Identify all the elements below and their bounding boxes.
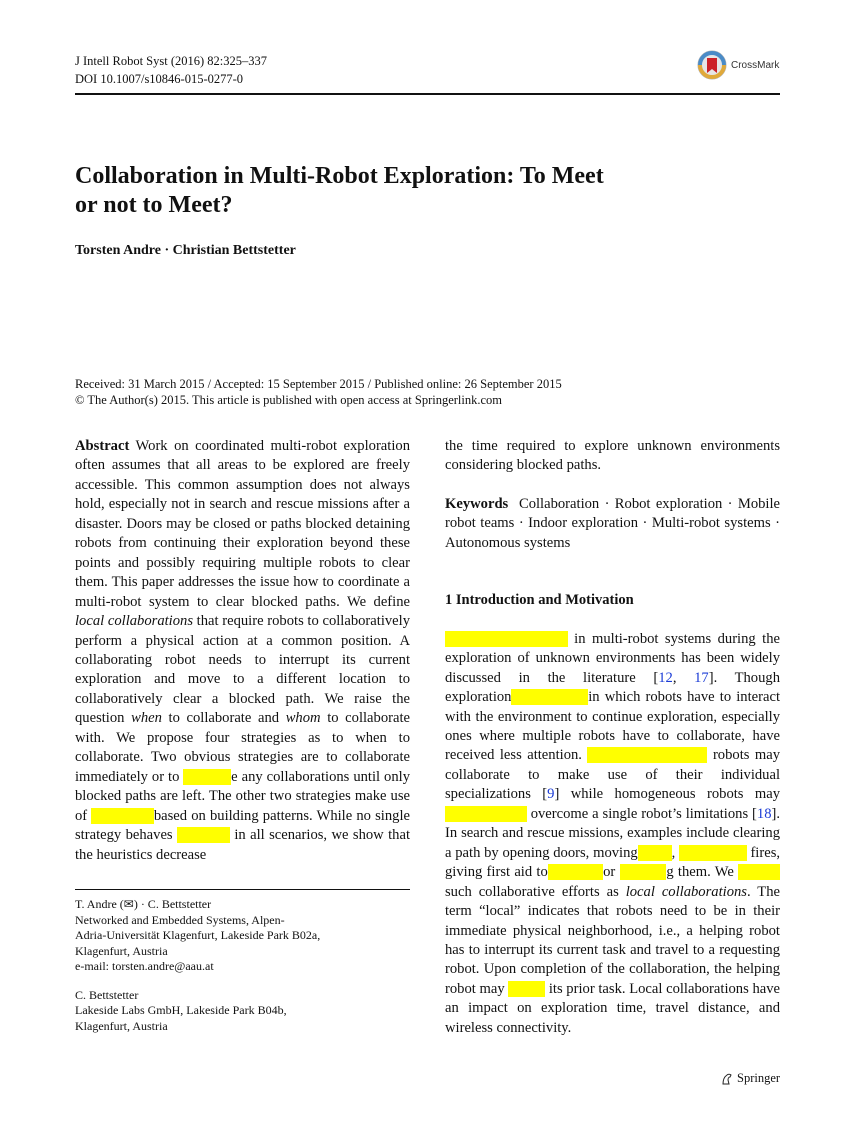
right-column	[445, 437, 780, 1038]
redaction-highlight	[511, 689, 588, 705]
redaction-highlight	[620, 864, 667, 880]
copyright-line: © The Author(s) 2015. This article is published with open access at Springerlink.com	[75, 393, 503, 407]
author-email: e-mail: torsten.andre@aau.at	[75, 959, 214, 973]
doi: DOI 10.1007/s10846-015-0277-0	[75, 72, 244, 86]
paper-title	[75, 162, 695, 220]
citation-link[interactable]: 17	[694, 669, 709, 686]
citation-link[interactable]: 18	[756, 805, 772, 822]
abstract-continuation: the time required to explore unknown environments considering blocked paths.	[445, 438, 780, 474]
publisher-footer	[720, 1071, 780, 1086]
section-heading: 1 Introduction and Motivation	[445, 592, 634, 609]
citation-link[interactable]: 9	[547, 786, 555, 803]
redaction-highlight	[548, 864, 603, 880]
springer-horse-icon	[720, 1072, 734, 1086]
redaction-highlight	[445, 631, 568, 647]
abstract-paragraph: Abstract Work on coordinated multi-robot exploration often assumes that all areas to be explored are freely accessible. This common assumption does not always hold, especially not in search and rescue missions after a disaster. Doors may be closed or paths blocked detaining robots from continuing their exploration beyond these points and possibly requiring multiple robots to clear them. This paper addresses the issue how to coordinate a multi-robot system to clear blocked paths. We define local collaborations that require robots to collaboratively perform a physical action at a common position. A collaborating robot needs to interrupt its current exploration and move to a different location to collaboratively clear a blocked path. We raise the question when to collaborate and whom to collaborate with. We propose four strategies as to when to collaborate. Two obvious strategies are to collaborate immediately or to e any collaborations until only blocked paths are left. The other two strategies make use of based on building patterns. While no single strategy behaves in all scenarios, we show that the heuristics decrease	[75, 438, 411, 863]
publisher-name: Springer	[737, 1071, 781, 1085]
redaction-highlight	[91, 808, 154, 824]
article-dates	[75, 376, 562, 408]
crossmark-icon	[697, 50, 727, 80]
redaction-highlight	[508, 981, 545, 997]
title-line-1: Collaboration in Multi-Robot Exploration: To Meet	[75, 163, 604, 189]
authors: Torsten Andre · Christian Bettstetter	[75, 243, 296, 258]
redaction-highlight	[587, 747, 707, 763]
left-column	[75, 437, 410, 865]
redaction-highlight	[177, 827, 230, 843]
redaction-highlight	[679, 845, 747, 861]
citation-link[interactable]: 12	[658, 669, 673, 686]
keywords	[445, 495, 780, 553]
footnote-rule	[75, 889, 410, 890]
crossmark-label: CrossMark	[731, 59, 780, 71]
journal-header	[75, 52, 267, 88]
redaction-highlight	[445, 806, 527, 822]
redaction-highlight	[638, 845, 672, 861]
keywords-list: Collaboration · Robot exploration · Mobile robot teams · Indoor exploration · Multi-robot systems · Autonomous systems	[445, 495, 781, 551]
author-affiliations: T. Andre (✉) · C. Bettstetter Networked and Embedded Systems, Alpen- Adria-Universität Klagenfurt, Lakeside Park B02a, Klagenfurt, Austria e-mail: torsten.andre@aau.at C. Bettstetter Lakeside Labs GmbH, Lakeside Park B04b, Klagenfurt, Austria	[75, 897, 410, 1034]
redaction-highlight	[738, 864, 780, 880]
keywords-label: Keywords	[445, 495, 509, 512]
received-accepted-line: Received: 31 March 2015 / Accepted: 15 September 2015 / Published online: 26 September 2015	[75, 377, 562, 391]
abstract-label: Abstract	[75, 438, 130, 454]
header-rule	[75, 93, 780, 95]
crossmark-badge[interactable]	[697, 50, 779, 80]
journal-ref: J Intell Robot Syst (2016) 82:325–337	[75, 54, 268, 68]
redaction-highlight	[183, 769, 231, 785]
intro-paragraph: in multi-robot systems during the exploration of unknown environments has been widely discussed in the literature [12, 17]. Though exploration in which robots have to interact with the environment to continue exploration, especially ones where multiple robots have to collaborate, have received less attention. robots may collaborate to make use of their individual specializations [9] while homogeneous robots may overcome a single robot’s limitations [18]. In search and rescue missions, examples include clearing a path by opening doors, moving , fires, giving first aid to or g them. We such collaborative efforts as local collaborations. The term “local” indicates that robots need to be in their immediate physical neighborhood, i.e., a helping robot has to interrupt its current task and travel to a requesting robot. Upon completion of the collaboration, the helping robot may its prior task. Local collaborations have an impact on exploration time, travel distance, and wireless connectivity.	[445, 630, 781, 1036]
title-line-2: or not to Meet?	[75, 192, 233, 218]
